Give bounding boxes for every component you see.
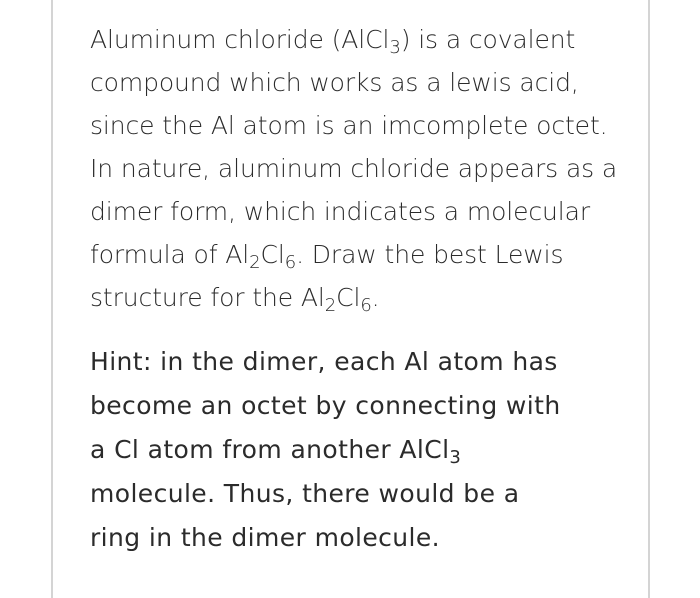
subscript: 2 <box>249 252 261 274</box>
hint-line: a Cl atom from another AlCl$_3$ <box>90 435 462 469</box>
question-line: structure for the $Al_2Cl_6$. <box>90 283 380 317</box>
hint-line: Hint: in the dimer, each Al atom has <box>90 347 558 376</box>
subscript: 3 <box>389 37 401 59</box>
question-line: since the Al atom is an imcomplete octet. <box>90 111 608 140</box>
hint-line: become an octet by connecting with <box>90 391 561 420</box>
subscript: 6 <box>360 295 372 317</box>
subscript: 6 <box>284 252 297 274</box>
hint-line: ring in the dimer molecule. <box>90 523 441 552</box>
subscript: 2 <box>324 295 337 317</box>
question-line: formula of $Al_2Cl_6$. Draw the best Lewis <box>90 240 564 274</box>
hint-line: molecule. Thus, there would be a <box>90 479 520 508</box>
question-line: Aluminum chloride (AlCl$_3$) is a covalent <box>90 25 576 59</box>
hint-paragraph <box>90 340 610 560</box>
question-line: In nature, aluminum chloride appears as a <box>90 154 618 183</box>
question-line: dimer form, which indicates a molecular <box>90 197 591 226</box>
subscript: 3 <box>449 447 462 469</box>
question-card <box>51 0 650 598</box>
question-line: compound which works as a lewis acid, <box>90 68 579 97</box>
question-paragraph <box>90 18 618 319</box>
